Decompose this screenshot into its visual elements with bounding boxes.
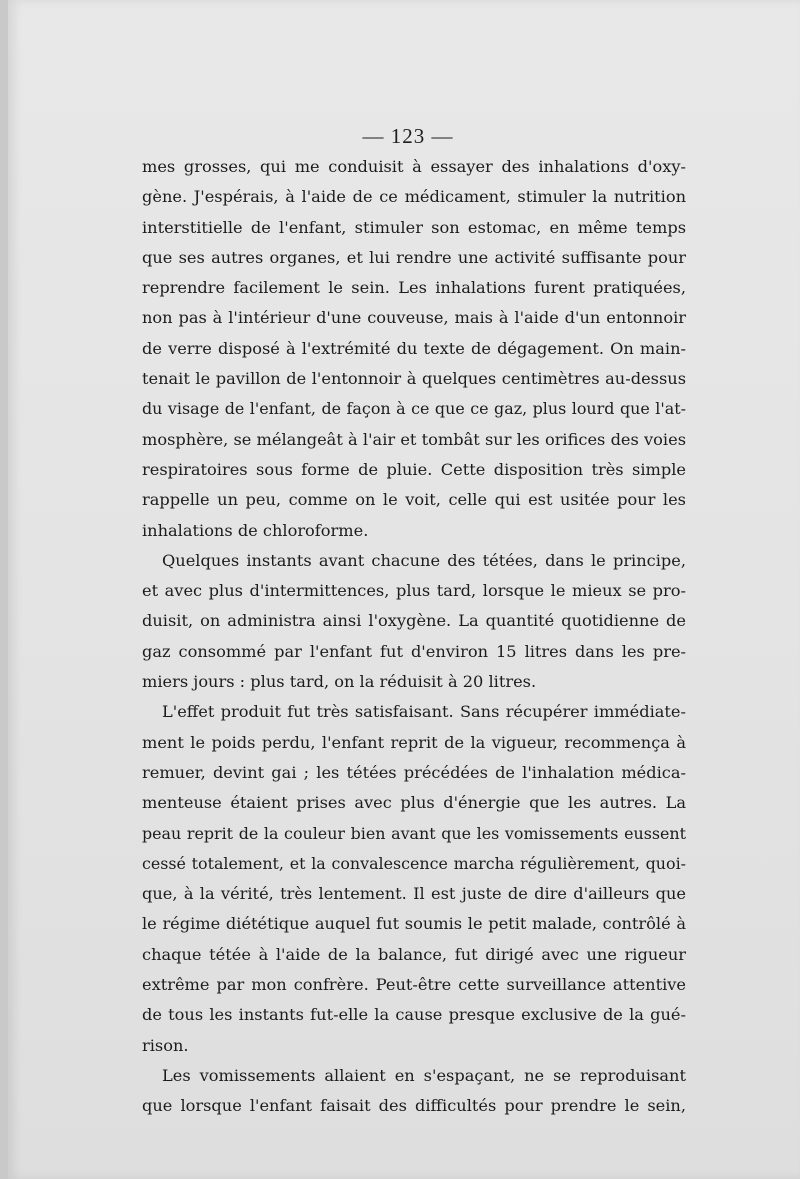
text-line: Quelques instants avant chacune des tétées, dans le principe, bbox=[162, 550, 686, 570]
text-line: ment le poids perdu, l'enfant reprit de la vigueur, recommença à bbox=[142, 732, 686, 752]
paragraph-3 bbox=[142, 697, 686, 1061]
text-line: mes grosses, qui me conduisit à essayer des inhalations d'oxy- bbox=[142, 157, 686, 176]
text-line: duisit, on administra ainsi l'oxygène. La quantité quotidienne de bbox=[142, 611, 686, 631]
text-line: peau reprit de la couleur bien avant que les vomissements eussent bbox=[142, 823, 686, 843]
text-line: rappelle un peu, comme on le voit, celle qui est usitée pour les bbox=[142, 490, 686, 510]
text-line: remuer, devint gai ; les tétées précédées de l'inhalation médica- bbox=[142, 762, 686, 782]
text-line: que, à la vérité, très lentement. Il est juste de dire d'ailleurs que bbox=[142, 884, 686, 904]
scanned-page bbox=[8, 0, 800, 1179]
paragraph-1 bbox=[142, 152, 686, 546]
text-line: L'effet produit fut très satisfaisant. Sans récupérer immédiate- bbox=[162, 702, 686, 722]
page-number: — 123 — bbox=[362, 124, 454, 148]
text-line: et avec plus d'intermittences, plus tard, lorsque le mieux se pro- bbox=[142, 581, 686, 601]
paragraph-4 bbox=[142, 1061, 686, 1122]
text-line: menteuse étaient prises avec plus d'énergie que les autres. La bbox=[142, 793, 686, 813]
text-line: rison. bbox=[142, 1035, 189, 1055]
text-line: chaque tétée à l'aide de la balance, fut dirigé avec une rigueur bbox=[142, 944, 686, 964]
paragraph-2 bbox=[142, 546, 686, 697]
text-line: que ses autres organes, et lui rendre une activité suffisante pour bbox=[142, 247, 686, 267]
text-line: extrême par mon confrère. Peut-être cette surveillance attentive bbox=[142, 975, 686, 995]
text-line: gaz consommé par l'enfant fut d'environ 15 litres dans les pre- bbox=[142, 641, 686, 661]
body-text bbox=[142, 152, 686, 1122]
text-line: de tous les instants fut-elle la cause presque exclusive de la gué- bbox=[142, 1005, 686, 1025]
text-line: que lorsque l'enfant faisait des difficultés pour prendre le sein, bbox=[142, 1096, 686, 1116]
text-line: reprendre facilement le sein. Les inhalations furent pratiquées, bbox=[142, 278, 686, 298]
text-line: miers jours : plus tard, on la réduisit à 20 litres. bbox=[142, 672, 537, 692]
text-line: tenait le pavillon de l'entonnoir à quelques centimètres au-dessus bbox=[142, 369, 686, 389]
text-line: mosphère, se mélangeât à l'air et tombât sur les orifices des voies bbox=[142, 429, 686, 449]
text-line: inhalations de chloroforme. bbox=[142, 520, 369, 540]
text-line: gène. J'espérais, à l'aide de ce médicament, stimuler la nutrition bbox=[142, 187, 686, 207]
text-line: cessé totalement, et la convalescence marcha régulièrement, quoi- bbox=[142, 853, 686, 873]
text-line: Les vomissements allaient en s'espaçant, ne se reproduisant bbox=[162, 1065, 686, 1085]
text-line: respiratoires sous forme de pluie. Cette disposition très simple bbox=[142, 459, 686, 479]
text-line: le régime diététique auquel fut soumis le petit malade, contrôlé à bbox=[142, 914, 686, 934]
text-line: du visage de l'enfant, de façon à ce que ce gaz, plus lourd que l'at- bbox=[142, 399, 686, 419]
text-line: de verre disposé à l'extrémité du texte de dégagement. On main- bbox=[142, 338, 686, 358]
text-line: interstitielle de l'enfant, stimuler son estomac, en même temps bbox=[142, 217, 686, 237]
text-line: non pas à l'intérieur d'une couveuse, mais à l'aide d'un entonnoir bbox=[142, 308, 686, 328]
